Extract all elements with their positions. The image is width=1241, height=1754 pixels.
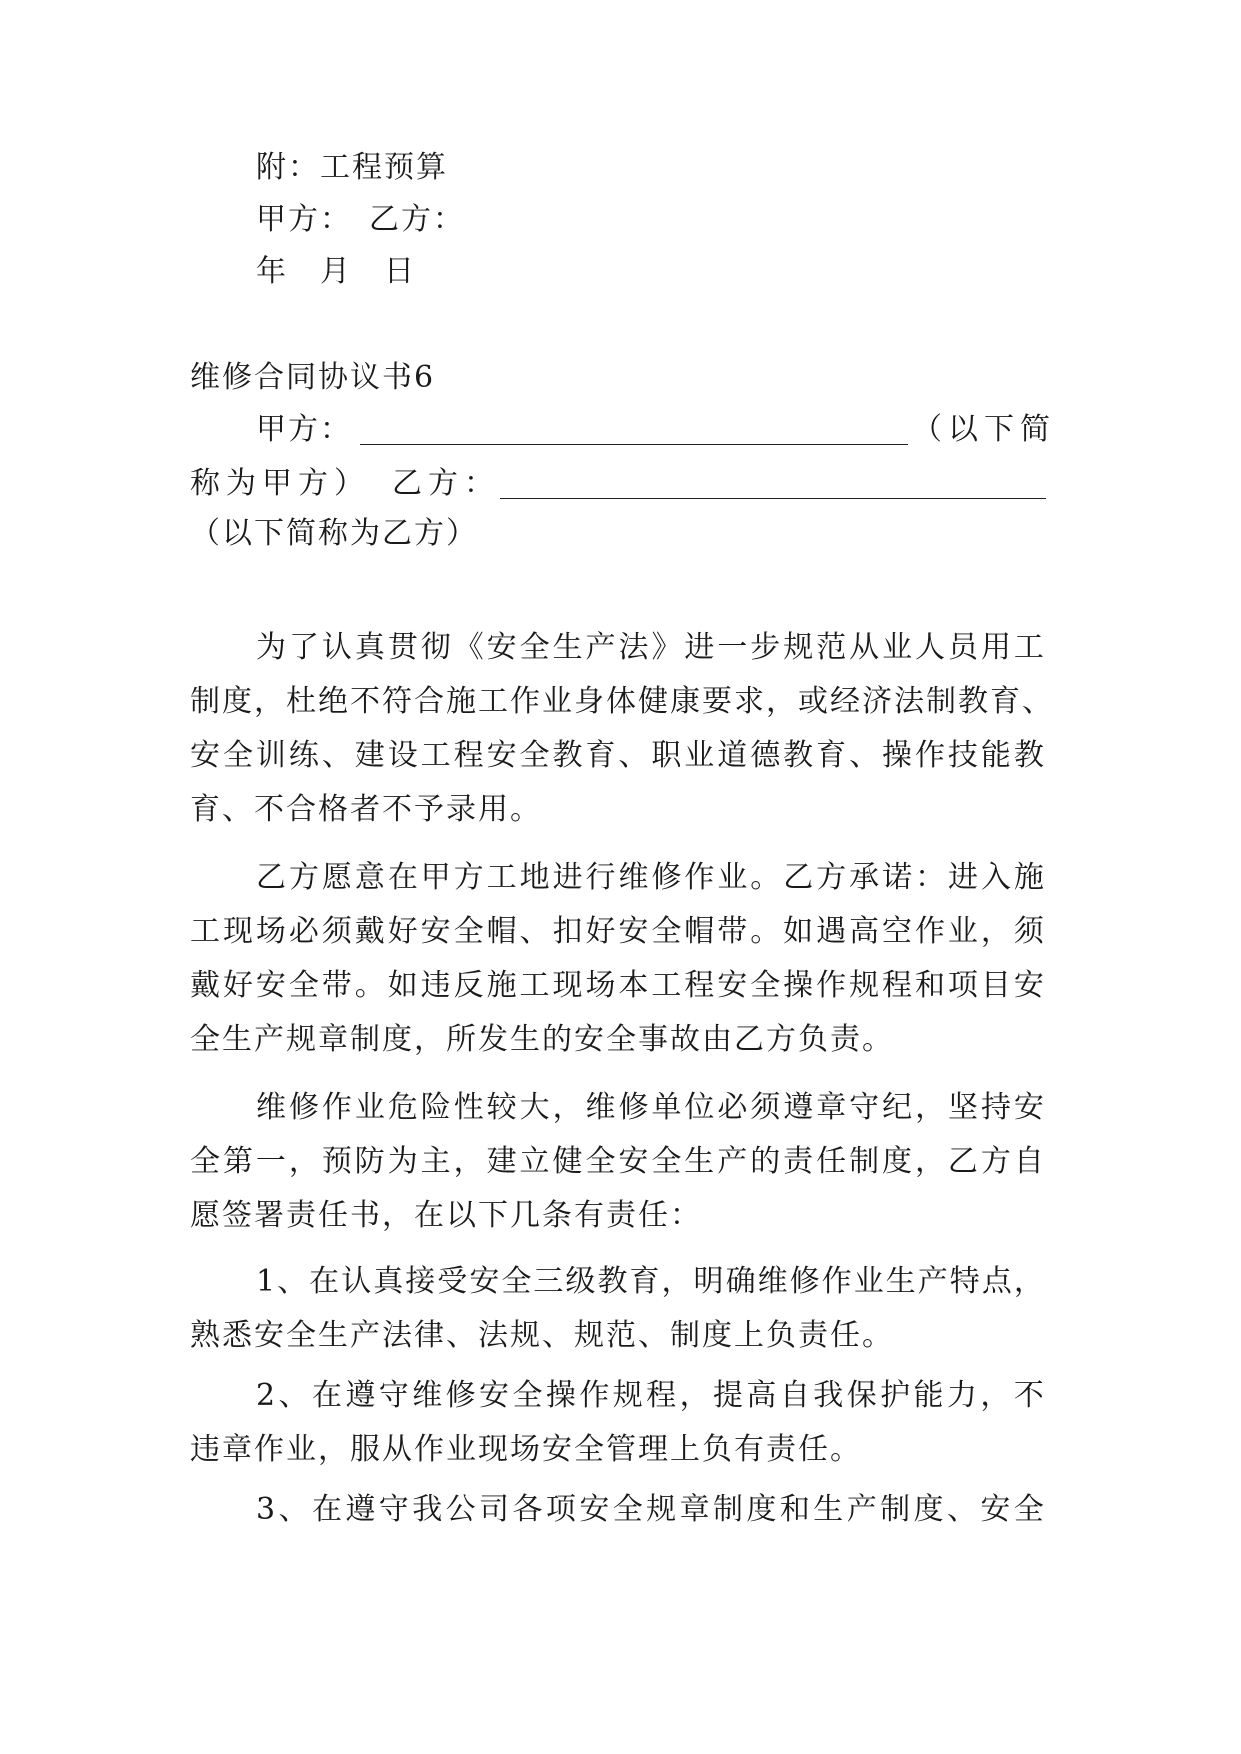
paragraph-line: 全生产规章制度，所发生的安全事故由乙方负责。 [190, 1022, 894, 1057]
date-line: 年 月 日 [256, 254, 416, 289]
paragraph-line: 乙 方 愿 意 在 甲 方 工 地 进 行 维 修 作 业 。 乙 方 承 诺 ： 进 入 施 [256, 860, 1046, 895]
item-3 [190, 1490, 1046, 1530]
paragraph-1 [190, 628, 1054, 830]
paragraph-line: 育、不合格者不予录用。 [190, 792, 542, 827]
party-b-suffix: （以下简称为乙方） [190, 516, 478, 551]
paragraph-line: 工 现 场 必 须 戴 好 安 全 帽 、 扣 好 安 全 帽 带 。 如 遇 高 空 作 业 ， 须 [190, 914, 1046, 949]
paragraph-line: 戴 好 安 全 带 。 如 违 反 施 工 现 场 本 工 程 安 全 操 作 规 程 和 项 目 安 [190, 968, 1046, 1003]
paragraph-line: 制 度 ， 杜 绝 不 符 合 施 工 作 业 身 体 健 康 要 求 ， 或 经 济 法 制 教 育 、 [190, 684, 1054, 719]
party-a-suffix-1: （以下简 [912, 412, 1056, 447]
paragraph-line: 熟悉安全生产法律、法规、规范、制度上负责任。 [190, 1318, 894, 1353]
party-a-label: 甲方： [256, 412, 352, 447]
paragraph-line: 2 、 在 遵 守 维 修 安 全 操 作 规 程 ， 提 高 自 我 保 护 能 力 ， 不 [256, 1378, 1046, 1413]
signature-line: 甲方： 乙方： [256, 202, 465, 237]
paragraph-line: 违章作业，服从作业现场安全管理上负有责任。 [190, 1432, 862, 1467]
document-title: 维修合同协议书6 [190, 360, 436, 395]
paragraph-line: 维 修 作 业 危 险 性 较 大 ， 维 修 单 位 必 须 遵 章 守 纪 ， 坚 持 安 [256, 1090, 1046, 1125]
party-b-label: 乙方： [392, 466, 500, 501]
paragraph-3 [190, 1088, 1046, 1236]
paragraph-line: 3 、 在 遵 守 我 公 司 各 项 安 全 规 章 制 度 和 生 产 制 度 、 安 全 [256, 1492, 1046, 1527]
attachment-line: 附：工程预算 [256, 150, 448, 185]
party-a-suffix-2: 称为甲方） [190, 466, 370, 501]
party-a-blank [360, 444, 908, 445]
paragraph-2 [190, 858, 1046, 1060]
paragraph-line: 1 、 在 认 真 接 受 安 全 三 级 教 育 ， 明 确 维 修 作 业 生 产 特 点 ， [256, 1264, 1046, 1299]
paragraph-line: 愿签署责任书，在以下几条有责任： [190, 1198, 702, 1233]
paragraph-line: 为 了 认 真 贯 彻 《 安 全 生 产 法 》 进 一 步 规 范 从 业 人 员 用 工 [256, 630, 1046, 665]
paragraph-line: 安 全 训 练 、 建 设 工 程 安 全 教 育 、 职 业 道 德 教 育 、 操 作 技 能 教 [190, 738, 1046, 773]
item-2 [190, 1376, 1046, 1470]
paragraph-line: 全 第 一 ， 预 防 为 主 ， 建 立 健 全 安 全 生 产 的 责 任 制 度 ， 乙 方 自 [190, 1144, 1046, 1179]
item-1 [190, 1262, 1046, 1356]
party-b-blank [500, 498, 1046, 499]
